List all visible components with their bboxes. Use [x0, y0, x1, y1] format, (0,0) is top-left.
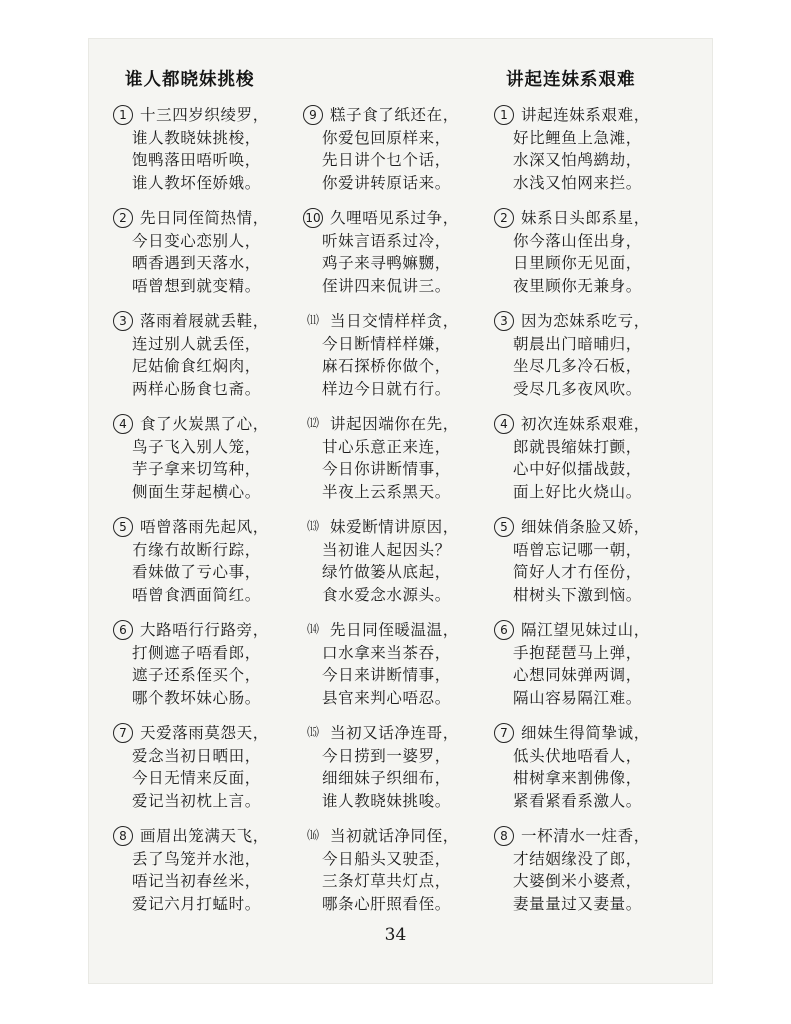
stanza [303, 207, 508, 310]
stanza [113, 516, 318, 619]
stanza [303, 619, 508, 722]
stanza [303, 825, 508, 928]
stanza-number: 4 [113, 414, 133, 434]
verse-line: 连过别人就丢侄， [132, 334, 261, 353]
stanza-number: 6 [494, 620, 514, 640]
verse-line: 心中好似擂战鼓， [513, 460, 642, 478]
heading-left: 谁人都晓妹挑梭 [125, 70, 255, 90]
stanza [113, 310, 318, 413]
verse-line: 谁人教坏侄娇娥。 [132, 173, 261, 192]
stanza [494, 516, 699, 619]
stanza [494, 310, 699, 413]
stanza-lines [513, 722, 650, 812]
verse-line: 今日来讲断情事， [322, 666, 451, 684]
verse-line: 好比鲤鱼上急滩， [513, 128, 642, 147]
stanza [303, 722, 508, 825]
stanza-lines [513, 310, 650, 400]
stanza-lines [132, 207, 269, 297]
stanza-number: ⑿ [306, 416, 319, 430]
verse-line: 晒香遇到天落水， [132, 254, 261, 272]
verse-line: 今日你讲断情事， [322, 460, 451, 478]
stanza-lines [513, 825, 650, 915]
verse-line: 今日无情来反面， [132, 769, 261, 787]
poem-column-2 [303, 104, 508, 928]
verse-line: 丢了鸟笼并水池， [132, 849, 261, 868]
verse-line: 哪条心肝照看侄。 [322, 894, 451, 913]
stanza [113, 722, 318, 825]
verse-line: 爱念当初日晒田， [132, 746, 261, 765]
stanza-number: 1 [494, 105, 514, 125]
verse-line: 先日讲个乜个话， [322, 151, 451, 169]
verse-line: 讲起因端你在先， [330, 415, 459, 433]
verse-line: 久哩唔见系过争， [330, 209, 459, 227]
verse-line: 细细妹子织细布， [322, 769, 451, 787]
stanza-number: ⒁ [306, 622, 319, 636]
stanza [303, 516, 508, 619]
stanza [494, 207, 699, 310]
stanza-lines [513, 619, 650, 709]
verse-line: 你爱包回原样来， [322, 128, 451, 147]
verse-line: 面上好比火烧山。 [513, 482, 642, 501]
stanza-number: ⒂ [306, 725, 319, 739]
stanza-lines [132, 104, 269, 194]
verse-line: 初次连妹系艰难， [521, 415, 650, 433]
verse-line: 水浅又怕网来拦。 [513, 173, 642, 192]
verse-line: 食水爱念水源头。 [322, 585, 451, 604]
verse-line: 侧面生芽起横心。 [132, 482, 261, 501]
verse-line: 遮子还系侄买个， [132, 666, 261, 684]
verse-line: 唔记当初春丝米， [132, 872, 261, 890]
verse-line: 画眉出笼满天飞， [140, 827, 269, 845]
poem-column-1 [113, 104, 318, 928]
stanza-number: 7 [113, 723, 133, 743]
stanza-lines [322, 722, 459, 812]
verse-line: 唔曾想到就变精。 [132, 276, 261, 295]
verse-line: 郎就畏缩妹打颤， [513, 437, 642, 456]
verse-line: 因为恋妹系吃亏， [521, 312, 650, 330]
verse-line: 鸡子来寻鸭嫲嬲， [322, 254, 451, 272]
stanza [303, 413, 508, 516]
verse-line: 日里顾你无见面， [513, 254, 642, 272]
verse-line: 夜里顾你无兼身。 [513, 276, 642, 295]
stanza [113, 207, 318, 310]
verse-line: 紧看紧看系激人。 [513, 791, 642, 810]
verse-line: 妹系日头郎系星， [521, 209, 650, 227]
stanza-lines [322, 825, 459, 915]
stanza-lines [513, 104, 650, 194]
verse-line: 两样心肠食乜斋。 [132, 379, 261, 398]
verse-line: 大婆倒米小婆煮， [513, 872, 642, 890]
stanza-lines [132, 825, 269, 915]
stanza-number: 3 [494, 311, 514, 331]
stanza-number: 4 [494, 414, 514, 434]
verse-line: 当初又话净连哥， [330, 724, 459, 742]
stanza [494, 104, 699, 207]
verse-line: 柑树拿来割佛像， [513, 769, 642, 787]
stanza [303, 310, 508, 413]
stanza-number: 10 [303, 208, 323, 228]
verse-line: 冇缘冇故断行踪， [132, 540, 261, 559]
verse-line: 柑树头下激到恼。 [513, 585, 642, 604]
stanza-lines [322, 207, 459, 297]
stanza-number: 1 [113, 105, 133, 125]
verse-line: 低头伏地唔看人， [513, 746, 642, 765]
verse-line: 糕子食了纸还在， [330, 106, 459, 124]
verse-line: 细妹俏条脸又娇， [521, 518, 650, 536]
verse-line: 当初就话净同侄， [330, 827, 459, 845]
verse-line: 坐尽几多冷石板， [513, 357, 642, 375]
stanza-number: 5 [494, 517, 514, 537]
verse-line: 今日断情样样嫌， [322, 334, 451, 353]
stanza-number: 5 [113, 517, 133, 537]
verse-line: 心想同妹弹两调， [513, 666, 642, 684]
verse-line: 侄讲四来侃讲三。 [322, 276, 451, 295]
stanza [494, 825, 699, 928]
verse-line: 你爱讲转原话来。 [322, 173, 451, 192]
stanza-number: 3 [113, 311, 133, 331]
stanza-number: 2 [113, 208, 133, 228]
stanza-number: ⒀ [306, 519, 319, 533]
stanza-number: 9 [303, 105, 323, 125]
verse-line: 简好人才冇侄份， [513, 563, 642, 581]
verse-line: 半夜上云系黑天。 [322, 482, 451, 501]
stanza-lines [513, 207, 650, 297]
stanza-lines [513, 516, 650, 606]
verse-line: 细妹生得简挚诚， [521, 724, 650, 742]
verse-line: 打侧遮子唔看郎， [132, 643, 261, 662]
stanza-number: 6 [113, 620, 133, 640]
verse-line: 先日同侄简热情， [140, 209, 269, 227]
stanza-lines [132, 722, 269, 812]
verse-line: 唔曾落雨先起风， [140, 518, 269, 536]
verse-line: 先日同侄暖温温， [330, 621, 459, 639]
verse-line: 你今落山侄出身， [513, 231, 642, 250]
stanza-number: 8 [494, 826, 514, 846]
verse-line: 爱记六月打蜢时。 [132, 894, 261, 913]
verse-line: 妻量量过又妻量。 [513, 894, 642, 913]
verse-line: 今日变心恋别人， [132, 231, 261, 250]
stanza [494, 619, 699, 722]
page-number: 34 [384, 925, 407, 945]
verse-line: 当初谁人起因头？ [322, 540, 451, 559]
stanza-lines [132, 516, 269, 606]
stanza-number: 8 [113, 826, 133, 846]
verse-line: 一杯清水一炷香， [521, 827, 650, 845]
stanza [494, 722, 699, 825]
stanza [113, 413, 318, 516]
stanza-lines [513, 413, 650, 503]
verse-line: 哪个教坏妹心肠。 [132, 688, 261, 707]
verse-line: 芋子拿来切笃种， [132, 460, 261, 478]
verse-line: 隔山容易隔江难。 [513, 688, 642, 707]
stanza-number: 2 [494, 208, 514, 228]
verse-line: 唔曾忘记哪一朝， [513, 540, 642, 559]
stanza-lines [322, 516, 459, 606]
stanza-number: ⑾ [306, 313, 319, 327]
verse-line: 爱记当初枕上言。 [132, 791, 261, 810]
verse-line: 朝晨出门暗晡归， [513, 334, 642, 353]
verse-line: 十三四岁织绫罗， [140, 106, 269, 124]
verse-line: 看妹做了亏心事， [132, 563, 261, 581]
stanza [113, 825, 318, 928]
poem-column-3 [494, 104, 699, 928]
stanza-lines [132, 310, 269, 400]
stanza-lines [322, 310, 459, 400]
verse-line: 天爱落雨莫怨天， [140, 724, 269, 742]
verse-line: 隔江望见妹过山， [521, 621, 650, 639]
stanza-lines [132, 413, 269, 503]
verse-line: 当日交情样样贪， [330, 312, 459, 330]
verse-line: 食了火炭黑了心， [140, 415, 269, 433]
stanza [303, 104, 508, 207]
verse-line: 绿竹做篓从底起， [322, 563, 451, 581]
verse-line: 手抱琵琶马上弹， [513, 643, 642, 662]
verse-line: 今日船头又驶歪， [322, 849, 451, 868]
verse-line: 听妹言语系过冷， [322, 231, 451, 250]
verse-line: 三条灯草共灯点， [322, 872, 451, 890]
verse-line: 甘心乐意正来连， [322, 437, 451, 456]
verse-line: 鸟子飞入别人笼， [132, 437, 261, 456]
stanza-number: 7 [494, 723, 514, 743]
heading-right: 讲起连妹系艰难 [506, 70, 636, 90]
verse-line: 县官来判心唔忍。 [322, 688, 451, 707]
verse-line: 受尽几多夜风吹。 [513, 379, 642, 398]
stanza-lines [322, 104, 459, 194]
stanza [113, 104, 318, 207]
verse-line: 尼姑偷食红焖肉， [132, 357, 261, 375]
verse-line: 今日捞到一婆罗， [322, 746, 451, 765]
verse-line: 妹爱断情讲原因， [330, 518, 459, 536]
verse-line: 讲起连妹系艰难， [521, 106, 650, 124]
stanza-number: ⒃ [306, 828, 319, 842]
verse-line: 水深又怕鸬鹚劫， [513, 151, 642, 169]
verse-line: 落雨着屐就丢鞋， [140, 312, 269, 330]
verse-line: 才结姻缘没了郎， [513, 849, 642, 868]
verse-line: 麻石探桥你做个， [322, 357, 451, 375]
stanza [494, 413, 699, 516]
stanza [113, 619, 318, 722]
stanza-lines [322, 413, 459, 503]
stanza-lines [132, 619, 269, 709]
verse-line: 口水拿来当茶吞， [322, 643, 451, 662]
verse-line: 谁人教晓妹挑梭， [132, 128, 261, 147]
verse-line: 唔曾食洒面简红。 [132, 585, 261, 604]
verse-line: 谁人教晓妹挑唆。 [322, 791, 451, 810]
verse-line: 样边今日就冇行。 [322, 379, 451, 398]
stanza-lines [322, 619, 459, 709]
verse-line: 大路唔行行路旁， [140, 621, 269, 639]
verse-line: 饱鸭落田唔听唤， [132, 151, 261, 169]
